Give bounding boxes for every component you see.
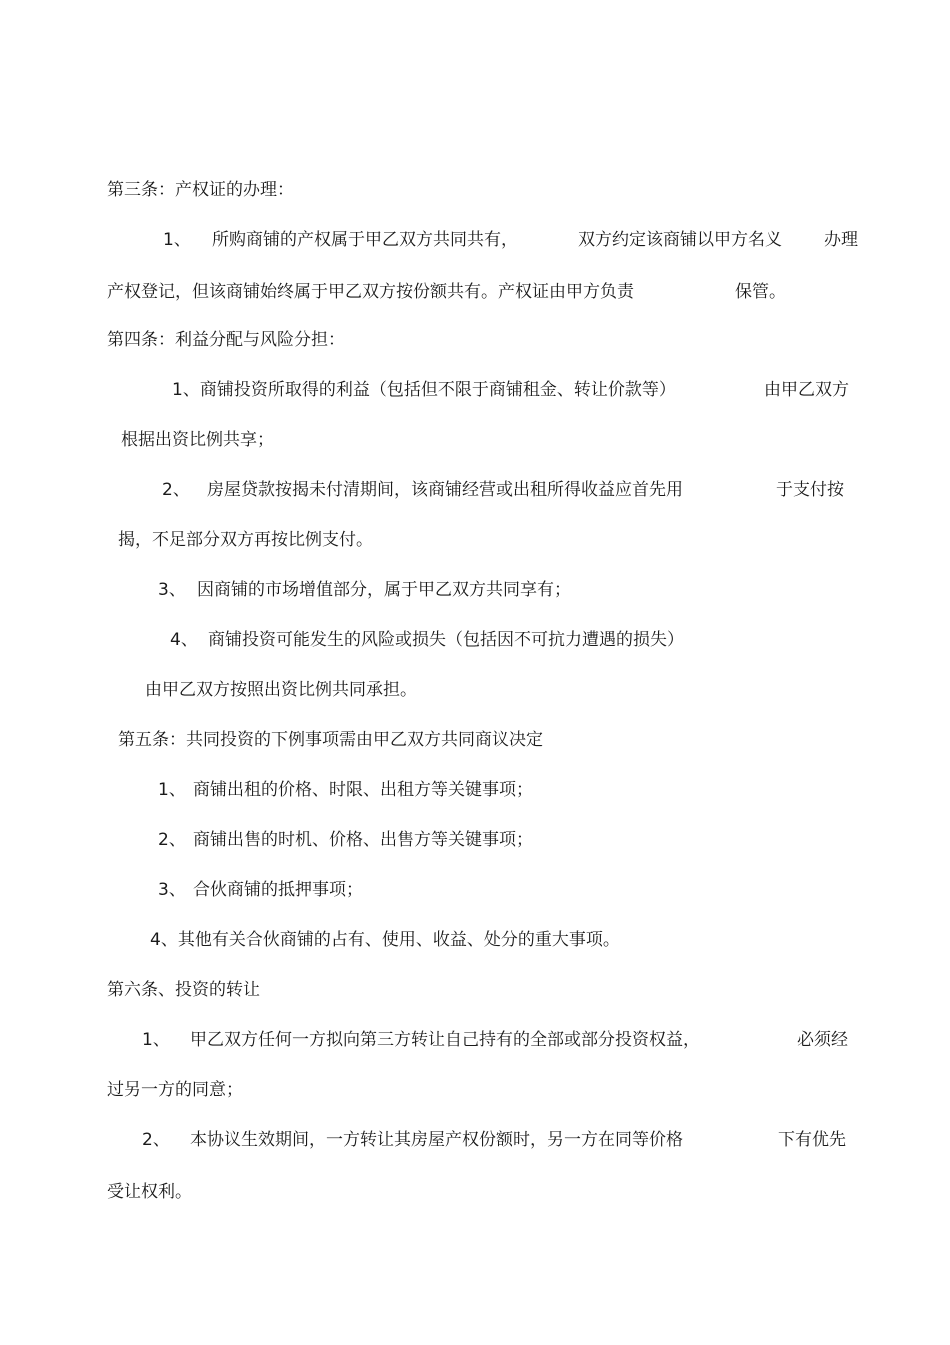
- clause-text: 产权登记，但该商铺始终属于甲乙双方按份额共有。产权证由甲方负责: [107, 282, 634, 302]
- article-4-heading: 第四条：利益分配与风险分担：: [107, 330, 345, 350]
- article-6-clause-2-line-2: 受让权利。: [107, 1182, 192, 1202]
- clause-text: 合伙商铺的抵押事项；: [193, 880, 363, 900]
- clause-number: 3、: [158, 880, 186, 900]
- clause-text: 房屋贷款按揭未付清期间，该商铺经营或出租所得收益应首先用: [207, 480, 683, 500]
- clause-number: 2、: [142, 1130, 170, 1150]
- clause-text: 于支付按: [776, 480, 844, 500]
- clause-number: 4、: [170, 630, 198, 650]
- clause-text: 商铺出租的价格、时限、出租方等关键事项；: [193, 780, 533, 800]
- clause-text: 由甲乙双方: [764, 380, 849, 400]
- article-3-heading: 第三条：产权证的办理：: [107, 180, 294, 200]
- clause-text: 本协议生效期间，一方转让其房屋产权份额时，另一方在同等价格: [190, 1130, 683, 1150]
- article-5-item-4: 4、其他有关合伙商铺的占有、使用、收益、处分的重大事项。: [150, 930, 620, 950]
- clause-text: 双方约定该商铺以甲方名义: [578, 230, 782, 250]
- clause-number: 1、: [142, 1030, 170, 1050]
- clause-text: 下有优先: [778, 1130, 846, 1150]
- clause-text: 必须经: [797, 1030, 848, 1050]
- clause-number: 2、: [162, 480, 190, 500]
- article-5-heading: 第五条：共同投资的下例事项需由甲乙双方共同商议决定: [118, 730, 543, 750]
- clause-text: 商铺出售的时机、价格、出售方等关键事项；: [193, 830, 533, 850]
- clause-text: 甲乙双方任何一方拟向第三方转让自己持有的全部或部分投资权益，: [190, 1030, 700, 1050]
- clause-text: 因商铺的市场增值部分，属于甲乙双方共同享有；: [197, 580, 571, 600]
- clause-number: 1、: [158, 780, 186, 800]
- clause-number: 2、: [158, 830, 186, 850]
- clause-text: 保管。: [735, 282, 786, 302]
- clause-text: 1、商铺投资所取得的利益（包括但不限于商铺租金、转让价款等）: [172, 380, 676, 400]
- article-4-clause-2-line-2: 揭，不足部分双方再按比例支付。: [118, 530, 373, 550]
- article-4-clause-4-line-2: 由甲乙双方按照出资比例共同承担。: [145, 680, 417, 700]
- clause-number: 1、: [163, 230, 191, 250]
- clause-text: 所购商铺的产权属于甲乙双方共同共有，: [212, 230, 518, 250]
- clause-text: 商铺投资可能发生的风险或损失（包括因不可抗力遭遇的损失）: [208, 630, 684, 650]
- article-4-clause-1-line-2: 根据出资比例共享；: [121, 430, 274, 450]
- article-6-heading: 第六条、投资的转让: [107, 980, 260, 1000]
- article-6-clause-1-line-2: 过另一方的同意；: [107, 1080, 243, 1100]
- clause-text: 办理: [824, 230, 858, 250]
- clause-number: 3、: [158, 580, 186, 600]
